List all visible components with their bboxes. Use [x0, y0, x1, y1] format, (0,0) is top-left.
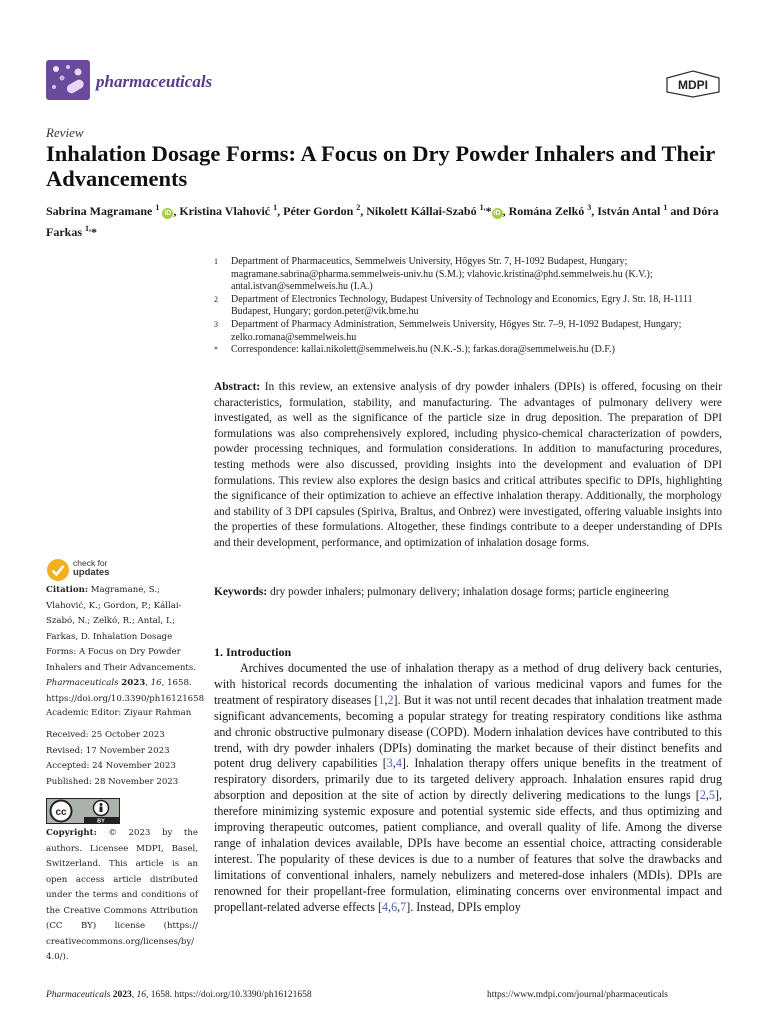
- footer-journal-url[interactable]: https://www.mdpi.com/journal/pharmaceuticals: [487, 990, 668, 1000]
- journal-logo-icon: [46, 60, 90, 100]
- citation: Citation: Magramane, S.; Vlahović, K.; Gordon, P.; Kállai-Szabó, N.; Zelkó, R.; Antal, I.; Farkas, D. Inhalation Dosage Forms: A Focus on Dry Powder Inhalers and Their Advancements. Pharmaceuticals 2023, 16, 1658. https://doi.org/10.3390/ph16121658: [46, 585, 205, 704]
- date-revised: Revised: 17 November 2023: [46, 745, 170, 756]
- affiliation-number: 2: [214, 294, 218, 304]
- keywords-text: dry powder inhalers; pulmonary delivery; inhalation dosage forms; particle engineering: [270, 586, 669, 598]
- introduction-text: Archives documented the use of inhalation therapy as a method of drug delivery back centuries, with historical records documenting the inhalation of various medicinal vapors and fumes for the treatment of respiratory diseases [1,2]. But it was not until recent decades that inhalation treatment made significant advancements, becoming a popular strategy for treating respiratory conditions like asthma and chronic obstructive pulmonary disease (COPD). Modern inhalation devices have contributed to this trend, with dry powder inhalers (DPIs) dominating the market because of their distinct benefits and potent drug delivery capabilities [3,4]. Inhalation therapy offers unique benefits in the treatment of respiratory disorders, primarily due to its targeted delivery approach. Inhalation ensures rapid drug absorption and deposition at the site of action by directly delivering medications to the lungs [2,5], therefore minimizing systemic exposure and potential systemic side effects, and thus optimizing and improving therapeutic outcomes, patient compliance, and overall quality of life. Among the diverse range of inhalation devices available, DPIs have become an essential choice, attracting considerable interest. The popularity of these devices is due to a number of features that solve the drawbacks and limitations of conventional inhalers, namely nebulizers and metered-dose inhalers (MDIs). DPIs are renowned for their propellant-free formulation, eliminating concerns over environmental impact and propellant-related adverse effects [4,6,7]. Instead, DPIs employ: [214, 661, 723, 914]
- affiliation-text: Department of Electronics Technology, Budapest University of Technology and Economics, Egry J. Str. 18, H-1111 Budapest, Hungary; gordon.peter@vik.bme.hu: [231, 293, 693, 318]
- affiliation-text: Correspondence: kallai.nikolett@semmelweis.hu (N.K.-S.); farkas.dora@semmelweis.hu (D.F.): [231, 344, 615, 356]
- journal-name: pharmaceuticals: [96, 72, 213, 91]
- affiliation-text: Department of Pharmacy Administration, Semmelweis University, Hőgyes Str. 7–9, H-1092 Budapest, Hungary; zelko.romana@semmelweis.hu: [231, 318, 682, 343]
- date-received: Received: 25 October 2023: [46, 730, 165, 740]
- check-line2: updates: [73, 567, 110, 578]
- author-list: Sabrina Magramane $^1$ iD , Kristina Vlahović $^1$, Péter Gordon $^2$, Nikolett Kállai-Szabó $^{1,}$* iD , Romána Zelkó $^3$, István Antal $^1$ and Dóra Farkas $^{1,}$*: [46, 203, 719, 239]
- cc-by-label: BY: [97, 818, 105, 824]
- abstract-text: In this review, an extensive analysis of dry powder inhalers (DPIs) is offered, focusing on their characteristics, formulation, stability, and manufacturing. The advantages of pulmonary delivery were investigated, as well as the significance of the particle size in drug deposition. The preparation of DPI formulations was also comprehensively explored, including physico-chemical characterization of powders, powder processing techniques, and formulation considerations. In addition to manufacturing procedures, testing methods were also discussed, providing insights into the development and evaluation of DPI formulations. This review also explores the design basics and critical attributes specific to DPIs, highlighting the significance of their optimization to achieve an effective inhalation therapy. Additionally, the morphology and stability of 3 DPI capsules (Spiriva, Braltus, and Onbrez) were investigated, offering valuable insights into the properties of these formulations. Altogether, these findings contribute to a deeper understanding of DPIs and their development, performance, and optimization of inhalation dosage forms.: [214, 381, 722, 549]
- footer-citation: Pharmaceuticals 2023, 16, 1658. https://doi.org/10.3390/ph16121658: [46, 990, 312, 1000]
- mdpi-logo-icon: [664, 70, 722, 98]
- abstract-label: Abstract:: [214, 381, 261, 393]
- abstract: [214, 380, 722, 552]
- affiliation-number: 3: [214, 319, 218, 329]
- academic-editor: Academic Editor: Ziyaur Rahman: [46, 708, 192, 718]
- affiliation-text: Department of Pharmaceutics, Semmelweis University, Hőgyes Str. 7, H-1092 Budapest, Hungary; magramane.sabrina@pharma.semmelweis-univ.hu (S.M.); vlahovic.kristina@phd.semmelweis.hu (K.V.); antal.istvan@semmelweis.hu (I.A.): [231, 256, 653, 293]
- affiliation-item: [214, 294, 724, 319]
- cc-by-license-icon[interactable]: [46, 798, 120, 824]
- affiliations: [214, 256, 724, 357]
- affiliation-item: [214, 344, 724, 357]
- keywords-label: Keywords:: [214, 586, 268, 598]
- publisher-name: MDPI: [678, 78, 708, 92]
- check-updates-icon: [46, 558, 70, 582]
- article-type: Review: [46, 125, 84, 140]
- svg-text:cc: cc: [55, 807, 67, 818]
- date-published: Published: 28 November 2023: [46, 776, 179, 787]
- affiliation-item: [214, 256, 724, 294]
- affiliation-item: [214, 319, 724, 344]
- copyright-notice: Copyright: © 2023 by the authors. Licensee MDPI, Basel, Switzerland. This article is an open access article distributed under the terms and conditions of the Creative Commons Attribution (CC BY) license (https:// creativecommons.org/licenses/by/ 4.0/).: [46, 828, 198, 962]
- date-accepted: Accepted: 24 November 2023: [46, 761, 176, 771]
- affiliation-number: *: [214, 345, 218, 355]
- dates: [46, 728, 198, 790]
- affiliation-number: 1: [214, 257, 218, 266]
- keywords: [214, 585, 722, 600]
- check-line1: check for: [73, 558, 108, 568]
- check-for-updates-badge[interactable]: [46, 557, 186, 583]
- article-title: Inhalation Dosage Forms: A Focus on Dry Powder Inhalers and Their Advancements: [46, 141, 715, 191]
- section-title: 1. Introduction: [214, 645, 292, 659]
